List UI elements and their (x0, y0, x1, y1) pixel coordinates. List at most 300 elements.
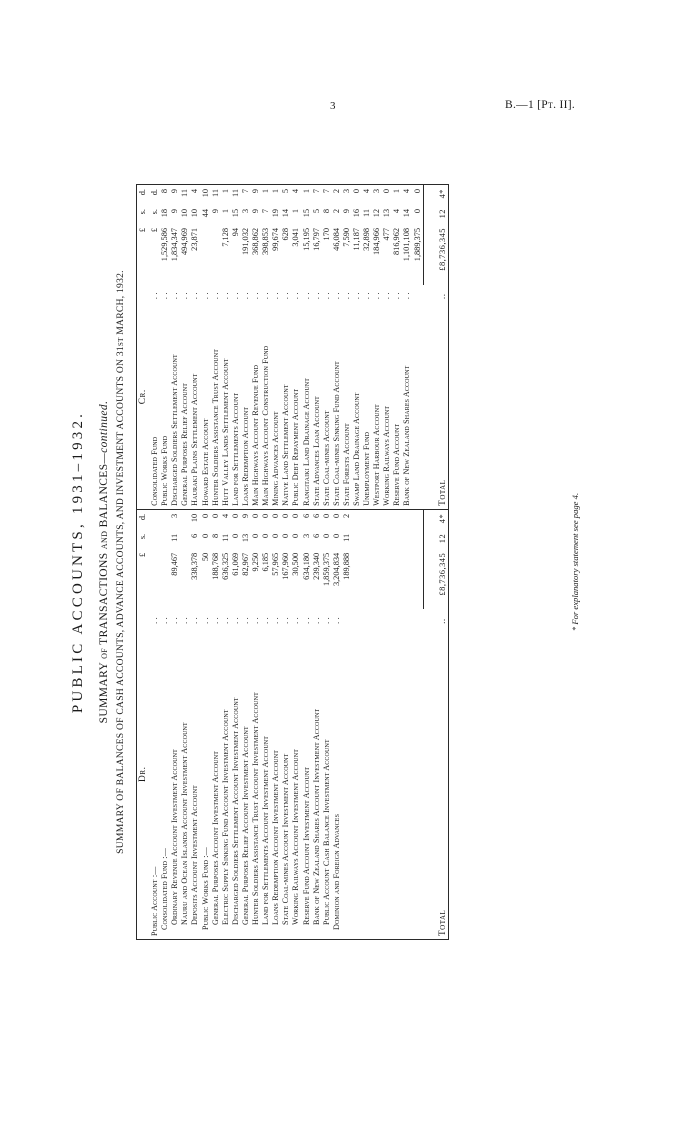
cr-shillings: 15 (301, 209, 311, 218)
dr-shillings: 11 (341, 533, 351, 542)
cr-leader: .. (382, 289, 392, 300)
dr-pence: 0 (281, 513, 291, 519)
cr-total-shillings: 12 (423, 207, 448, 227)
cr-pounds: 1,529,586 (160, 228, 170, 262)
cr-pounds (211, 227, 221, 285)
cr-shillings: 4 (392, 209, 402, 214)
dr-leader: .. (281, 614, 291, 624)
cr-shillings: 1 (291, 209, 301, 214)
cr-label: State Coal-mines Sinking Fund Account (332, 301, 342, 509)
dr-shillings (160, 532, 170, 552)
cr-pence: 11 (210, 189, 220, 197)
dr-pounds (372, 552, 382, 609)
header-dr-pence: d. (138, 513, 147, 521)
cr-leader: .. (341, 289, 351, 300)
dr-label: Ordinary Revenue Account Investment Account (170, 749, 180, 925)
dr-label: Hunter Soldiers Assistance Trust Account Investment Account (251, 692, 261, 925)
cr-shillings: s. (150, 209, 160, 215)
dr-pounds (160, 552, 170, 609)
dr-label: Discharged Soldiers Settlement Account Investment Account (230, 697, 240, 925)
dr-pounds: 89,467 (170, 552, 180, 576)
dr-pounds: 50 (200, 552, 210, 562)
dr-label-empty (362, 626, 372, 939)
dr-pence: 6 (301, 513, 311, 519)
header-cr-shillings: s. (138, 209, 147, 215)
cr-label: Unemployment Fund (362, 301, 372, 509)
cr-total-label: Total (423, 301, 448, 509)
dr-label: General Purposes Account Investment Account (210, 750, 220, 925)
table-row (372, 185, 382, 939)
dr-shillings: 11 (220, 533, 230, 542)
dr-label: Working Railways Account Investment Account (291, 748, 301, 925)
table-row (180, 185, 190, 939)
cr-pounds: 23,871 (190, 228, 200, 251)
cr-label: State Advances Loan Account (312, 301, 322, 509)
cr-shillings: 8 (321, 209, 331, 214)
dr-label (342, 626, 352, 939)
cr-pounds: 368,862 (251, 228, 261, 255)
dr-pence: 0 (321, 513, 331, 519)
summary-subtitle-continued: —continued. (98, 400, 110, 464)
header-dr-shillings: s. (138, 533, 147, 540)
dr-pounds (352, 552, 362, 609)
dr-pence: 10 (190, 513, 200, 523)
dr-pence: 0 (291, 513, 301, 519)
table-row (281, 185, 291, 939)
dr-pence: 2 (341, 513, 351, 519)
cr-pounds: 816,962 (392, 228, 402, 255)
dr-shillings: 0 (281, 533, 291, 539)
dr-label: Loans Redemption Account Investment Account (271, 749, 281, 925)
cr-leader (413, 285, 424, 302)
cr-label: Native Land Settlement Account (281, 301, 291, 509)
dr-shillings (150, 532, 160, 552)
cr-pounds: 15,195 (301, 228, 311, 251)
table-row (362, 185, 372, 939)
summary-subtitle (98, 112, 110, 1012)
dr-total-shillings: 12 (423, 532, 448, 552)
dr-pounds: 57,965 (271, 552, 281, 576)
table-row (160, 185, 170, 939)
dr-leader: .. (291, 614, 301, 624)
dr-label-empty (382, 626, 392, 939)
cr-pence: 1 (392, 189, 402, 194)
dr-leader (413, 609, 424, 626)
dr-pence: 0 (271, 513, 281, 519)
dr-pounds: 6,185 (261, 552, 271, 572)
dr-pounds: 636,325 (220, 552, 230, 580)
cr-label: Main Highways Account Revenue Fund (251, 301, 261, 509)
cr-leader: .. (351, 289, 361, 300)
table-row (402, 185, 412, 939)
cr-pence: 4 (190, 189, 200, 194)
cr-shillings: 10 (190, 209, 200, 218)
dr-pence (150, 509, 160, 532)
cr-pence: 8 (160, 189, 170, 194)
table-row (190, 185, 200, 939)
cr-pounds: 494,969 (180, 228, 190, 255)
cr-shillings: 9 (341, 209, 351, 214)
dr-shillings: 0 (200, 533, 210, 539)
dr-label: Land for Settlements Account Investment Account (261, 735, 271, 925)
dr-pounds: 189,888 (341, 552, 351, 580)
dr-label: Nauru and Ocean Islands Account Investment Account (180, 722, 190, 925)
cr-pounds: 3,041 (291, 228, 301, 247)
dr-shillings: 0 (271, 533, 281, 539)
dr-leader: .. (240, 614, 250, 624)
dr-shillings: 0 (261, 533, 271, 539)
cr-leader: .. (392, 289, 402, 300)
dr-pounds: 9,250 (251, 552, 261, 572)
dr-pounds: 82,967 (240, 552, 250, 576)
cr-pounds: 94 (230, 228, 240, 237)
dr-pence (352, 509, 362, 532)
dr-leader: .. (210, 614, 220, 624)
cr-label: General Purposes Relief Account (180, 301, 190, 509)
cr-total-pence: 4* (423, 185, 448, 207)
table-row (211, 185, 221, 939)
cr-label: Swamp Land Drainage Account (352, 301, 362, 509)
dr-total-pence: 4* (423, 509, 448, 532)
summary-subtitle-text: SUMMARY of TRANSACTIONS and BALANCES (98, 463, 110, 724)
dr-shillings (382, 532, 392, 552)
dr-pence: 0 (331, 513, 341, 519)
cr-label: Hauraki Plains Settlement Account (190, 301, 200, 509)
cr-label: Reserve Fund Account (392, 301, 402, 509)
cr-label: Public Debt Repayment Account (291, 301, 301, 509)
header-cr-pounds: £ (138, 228, 147, 233)
cr-shillings: 13 (382, 209, 392, 218)
dr-pence: 0 (230, 513, 240, 519)
cr-label: Working Railways Account (382, 301, 392, 509)
page-title: PUBLIC ACCOUNTS, 1931–1932. (70, 410, 86, 714)
cr-label: Land for Settlements Account (231, 301, 241, 509)
header-cr: Cr. (137, 285, 150, 510)
dr-pounds: 239,340 (311, 552, 321, 580)
cr-leader: .. (321, 289, 331, 300)
cr-leader: .. (230, 289, 240, 300)
cr-pence: 4 (402, 189, 412, 194)
dr-shillings (362, 532, 372, 552)
cr-pence: 1 (301, 189, 311, 194)
dr-shillings: 8 (210, 533, 220, 539)
dr-leader: .. (160, 614, 170, 624)
table-row (261, 185, 271, 939)
dr-pounds: 3,204,834 (331, 552, 341, 587)
dr-leader: .. (311, 614, 321, 624)
cr-leader: .. (160, 289, 170, 300)
cr-pence: 5 (281, 189, 291, 194)
cr-pounds: 628 (281, 228, 291, 241)
cr-pounds: 398,853 (261, 228, 271, 255)
header-dr-pounds: £ (138, 552, 147, 558)
cr-pence: 1 (271, 189, 281, 194)
cr-shillings: 3 (240, 209, 250, 214)
dr-label: Dominion and Foreign Advances (331, 813, 341, 930)
table-row (382, 185, 392, 939)
cr-shillings: 11 (362, 209, 372, 217)
cr-pounds: 170 (321, 228, 331, 241)
dr-shillings (392, 532, 402, 552)
table-row (241, 185, 251, 939)
dr-total-leader: .. (437, 618, 448, 624)
dr-leader: .. (230, 614, 240, 624)
cr-pence: 9 (170, 189, 180, 194)
cr-pence: 10 (200, 189, 210, 198)
cr-pence: 11 (230, 189, 240, 197)
cr-shillings: 16 (351, 209, 361, 218)
dr-leader (362, 609, 372, 626)
cr-shillings: 14 (281, 209, 291, 218)
dr-label-empty (352, 626, 362, 939)
dr-leader: .. (331, 614, 341, 624)
cr-shillings: 2 (331, 209, 341, 214)
table-row (392, 185, 402, 939)
dr-leader (382, 609, 392, 626)
cr-shillings: 14 (402, 209, 412, 218)
cr-label: Westport Harbour Account (372, 301, 382, 509)
table-row (413, 185, 424, 939)
dr-label-empty (402, 626, 412, 939)
table-row (332, 185, 342, 939)
cr-leader: .. (180, 289, 190, 300)
dr-label: Public Account :— (150, 866, 160, 936)
cr-label: Main Highways Account Construction Fund (261, 301, 271, 509)
cr-pence: 11 (180, 189, 190, 197)
cr-leader: .. (150, 289, 160, 300)
dr-total-label: Total (437, 909, 448, 936)
table-row (352, 185, 362, 939)
dr-leader: .. (271, 614, 281, 624)
dr-pence: 0 (200, 513, 210, 519)
cr-leader: .. (261, 289, 271, 300)
dr-shillings (180, 532, 190, 552)
dr-leader (402, 609, 412, 626)
cr-label: Mining Advances Account (271, 301, 281, 509)
dr-label: Public Works Fund :— (200, 847, 210, 930)
accounts-table-frame (136, 184, 449, 940)
cr-label: Howard Estate Account (201, 301, 211, 509)
dr-pounds (382, 552, 392, 609)
dr-label: State Coal-mines Account Investment Account (281, 753, 291, 925)
cr-pence: 4 (291, 189, 301, 194)
dr-shillings: 3 (301, 533, 311, 539)
dr-shillings: 0 (331, 533, 341, 539)
dr-pounds (392, 552, 402, 609)
dr-pence (402, 509, 412, 532)
dr-label: Bank of New Zealand Shares Account Investment Account (311, 708, 321, 925)
dr-pence (382, 509, 392, 532)
table-row (221, 185, 231, 939)
cr-pounds: 32,898 (362, 228, 372, 251)
dr-pounds: 634,180 (301, 552, 311, 580)
dr-pence (180, 509, 190, 532)
cr-pence: 0 (412, 189, 422, 194)
dr-shillings: 0 (291, 533, 301, 539)
dr-shillings (402, 532, 412, 552)
cr-pounds: 46,084 (331, 228, 341, 251)
cr-shillings: 0 (412, 209, 422, 214)
table-row (322, 185, 332, 939)
dr-pence: 3 (170, 513, 180, 519)
summary-description: SUMMARY OF BALANCES OF CASH ACCOUNTS, ADVANCE ACCOUNTS, AND INVESTMENT ACCOUNTS ON 31st MARCH, 1932. (115, 270, 126, 854)
dr-leader (352, 609, 362, 626)
cr-pence: 9 (251, 189, 261, 194)
table-row (342, 185, 352, 939)
cr-leader: .. (281, 289, 291, 300)
cr-pence: 7 (311, 189, 321, 194)
dr-label: Deposits Account Investment Account (190, 785, 200, 925)
dr-pence: 9 (240, 513, 250, 519)
dr-pence (372, 509, 382, 532)
dr-pence: 6 (311, 513, 321, 519)
cr-leader: .. (362, 289, 372, 300)
footnote: * For explanatory statement see page 4. (570, 492, 580, 632)
table-row (170, 185, 180, 939)
cr-pounds: 99,674 (271, 228, 281, 251)
cr-label (413, 301, 424, 509)
cr-shillings: 1 (220, 209, 230, 214)
document-reference: B.—1 [Pt. II]. (505, 99, 576, 111)
cr-label: Hunter Soldiers Assistance Trust Account (211, 301, 221, 509)
cr-shillings: 10 (180, 209, 190, 218)
dr-label: Electric Supply Sinking Fund Account Investment Account (220, 709, 230, 925)
dr-pounds (150, 552, 160, 609)
cr-leader: .. (170, 289, 180, 300)
dr-pence (362, 509, 372, 532)
dr-pounds: 30,500 (291, 552, 301, 576)
dr-pounds (362, 552, 372, 609)
accounts-table-body (137, 185, 448, 939)
cr-leader: .. (402, 289, 412, 300)
cr-pence: d. (150, 189, 160, 196)
cr-pence: 7 (321, 189, 331, 194)
cr-leader: .. (301, 289, 311, 300)
table-row (251, 185, 261, 939)
cr-leader: .. (251, 289, 261, 300)
table-row (150, 185, 160, 939)
cr-pounds: 191,032 (240, 228, 250, 255)
cr-leader: .. (271, 289, 281, 300)
cr-pence: 2 (331, 189, 341, 194)
totals-row (423, 185, 448, 939)
cr-shillings: 5 (311, 209, 321, 214)
dr-shillings: 6 (190, 533, 200, 539)
cr-label: Public Works Fund (160, 301, 170, 509)
cr-leader: .. (291, 289, 301, 300)
cr-label: State Forests Account (342, 301, 352, 509)
cr-pounds: 184,966 (372, 228, 382, 255)
accounts-table (137, 185, 448, 939)
cr-shillings: 9 (210, 209, 220, 214)
table-row (312, 185, 322, 939)
cr-leader: .. (220, 289, 230, 300)
dr-label: General Purposes Relief Account Investment Account (240, 726, 250, 925)
dr-pence: 0 (251, 513, 261, 519)
cr-label: Hutt Valley Lands Settlement Account (221, 301, 231, 509)
cr-pence: 4 (362, 189, 372, 194)
dr-leader: .. (170, 614, 180, 624)
dr-leader: .. (220, 614, 230, 624)
dr-pence: 0 (210, 513, 220, 519)
cr-label: Loans Redemption Account (241, 301, 251, 509)
dr-shillings: 13 (240, 533, 250, 543)
dr-leader: .. (301, 614, 311, 624)
dr-shillings: 0 (251, 533, 261, 539)
cr-pounds: 477 (382, 228, 392, 241)
dr-pounds: 338,378 (190, 552, 200, 580)
dr-shillings (352, 532, 362, 552)
dr-label-empty (413, 626, 424, 939)
page-number: 3 (330, 100, 336, 112)
cr-pence: 7 (240, 189, 250, 194)
column-header-row (137, 185, 150, 939)
dr-shillings: 6 (311, 533, 321, 539)
cr-leader: .. (210, 289, 220, 300)
cr-pounds: 16,797 (311, 228, 321, 251)
cr-shillings: 19 (271, 209, 281, 218)
cr-label: Rangitaiki Land Drainage Account (302, 301, 312, 509)
table-row (291, 185, 301, 939)
cr-pence: 3 (341, 189, 351, 194)
cr-leader: .. (372, 289, 382, 300)
cr-total-leader: .. (437, 293, 448, 300)
table-row (201, 185, 211, 939)
table-row (271, 185, 281, 939)
cr-pounds: 1,101,108 (402, 228, 412, 262)
cr-shillings: 9 (251, 209, 261, 214)
dr-pounds: 1,859,375 (321, 552, 331, 587)
dr-leader: .. (251, 614, 261, 624)
cr-shillings: 7 (261, 209, 271, 214)
dr-pounds: 167,960 (281, 552, 291, 580)
cr-pounds: 1,889,375 (412, 228, 422, 262)
cr-label: State Coal-mines Account (322, 301, 332, 509)
cr-shillings: 18 (160, 209, 170, 218)
dr-leader: .. (321, 614, 331, 624)
dr-pence: 4 (220, 513, 230, 519)
dr-total-pounds: £8,736,345 (423, 552, 448, 609)
cr-label: Consolidated Fund (150, 301, 160, 509)
dr-leader (342, 609, 352, 626)
cr-shillings: 15 (230, 209, 240, 218)
dr-pounds (402, 552, 412, 609)
cr-shillings: 44 (200, 209, 210, 218)
cr-pence: 0 (382, 189, 392, 194)
cr-shillings: 12 (372, 209, 382, 218)
dr-leader (372, 609, 382, 626)
dr-leader: .. (180, 614, 190, 624)
cr-leader: .. (240, 289, 250, 300)
dr-shillings: 0 (230, 533, 240, 539)
dr-pounds: 61,069 (230, 552, 240, 576)
cr-pence: 0 (351, 189, 361, 194)
dr-pence (160, 509, 170, 532)
cr-pence: 1 (220, 189, 230, 194)
cr-leader: .. (200, 289, 210, 300)
cr-pounds: £ (150, 228, 160, 233)
dr-pounds: 188,768 (210, 552, 220, 580)
dr-pounds (180, 552, 190, 609)
cr-pounds: 7,590 (341, 228, 351, 247)
dr-label-empty (392, 626, 402, 939)
dr-pence (413, 509, 424, 532)
dr-leader: .. (150, 614, 160, 624)
dr-shillings (413, 532, 424, 552)
cr-leader: .. (190, 289, 200, 300)
cr-pounds: 7,128 (220, 228, 230, 247)
cr-label: Discharged Soldiers Settlement Account (170, 301, 180, 509)
